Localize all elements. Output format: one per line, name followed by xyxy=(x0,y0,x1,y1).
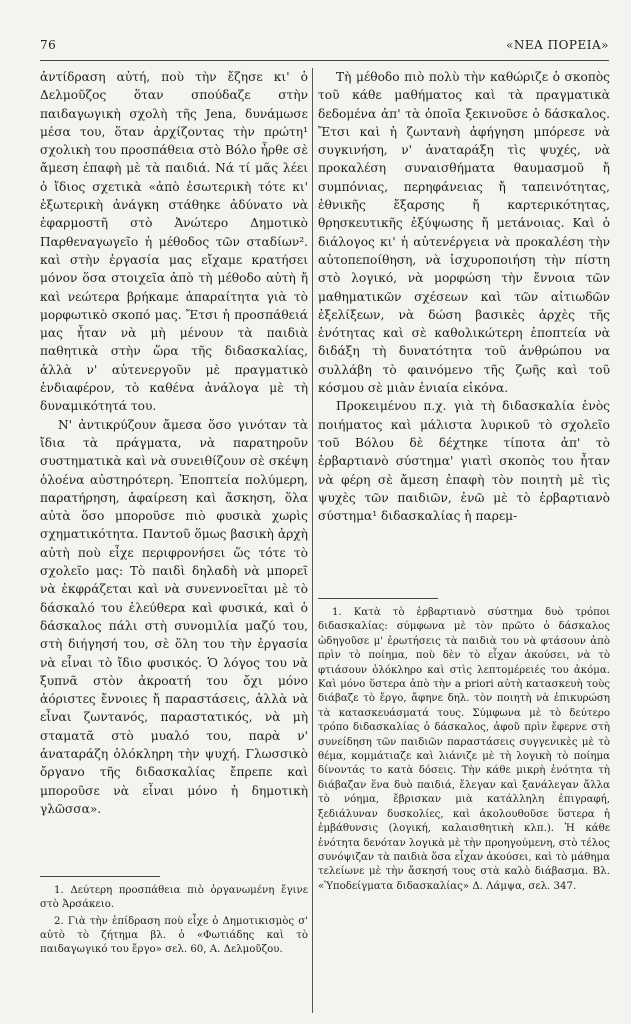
right-paragraph-2: Προκειμένου π.χ. γιὰ τὴ διδασκαλία ἑνὸς ποιήματος καὶ μάλιστα λυρικοῦ τὸ σχολεῖο τοῦ Βόλου δὲ δέχτηκε τίποτα ἀπ' τὸ ἑρβαρτιανὸ σύστημα' γιατὶ σκοπὸς του ἦταν νὰ φέρη σὲ ἄμεση ἐπαφὴ τὸν ποιητὴ μὲ τὶς ψυχὲς τῶν παιδιῶν, ἐνῶ μὲ τὸ ἑρβαρτιανὸ σύστημα¹ διδασκαλίας ἡ παρεμ- xyxy=(318,399,610,524)
left-footnote-1: 1. Δεύτερη προσπάθεια πιὸ ὀργανωμένη ἔγινε στὸ Ἀρσάκειο. xyxy=(40,885,308,910)
page-header xyxy=(40,38,609,60)
right-column xyxy=(318,68,610,525)
left-footnote-2: 2. Γιὰ τὴν ἐπίδραση ποὺ εἶχε ὁ Δημοτικισμὸς σ' αὐτὸ τὸ ζήτημα βλ. ὁ «Φωτιάδης καὶ τὸ παιδαγωγικό του ἔργο» σελ. 60, Α. Δελμοῦζου. xyxy=(40,916,308,955)
column-divider xyxy=(312,68,313,1013)
right-footnotes xyxy=(318,606,610,894)
journal-title: «ΝΕΑ ΠΟΡΕΙΑ» xyxy=(506,38,609,52)
page-number: 76 xyxy=(40,38,57,52)
right-paragraph-1: Τὴ μέθοδο πιὸ πολὺ τὴν καθώριζε ὁ σκοπὸς τοῦ κάθε μαθήματος καὶ τὰ πραγματικὰ δεδομένα ἀπ' τὰ ὁποῖα ξεκινοῦσε ὁ δάσκαλος. Ἔτσι καὶ ἡ ζωντανὴ ἀφήγηση μπόρεσε νὰ συγκινήση, ν' ἀναταράξη τὶς ψυχές, νὰ προκαλέση συναισθήματα θαυμασμοῦ ἤ συμπόνιας, περηφάνειας ἤ ταπεινότητας, ἐθνικῆς ἔξαρσης ἤ καρτερικότητας, θρησκευτικῆς ἐξύψωσης ἤ μετάνοιας. Καὶ ὁ διάλογος κι' ἡ αὐτενέργεια νὰ προκαλέση τὴν αὐτοπεποίθηση, νὰ ἰσχυροποιήση τὴν πίστη στὸ λογικό, νὰ μορφώση τὴν ἔννοια τῶν μαθηματικῶν σχέσεων καὶ τῶν αἰτιωδῶν ἐξελίξεων, νὰ δώση βασικὲς ἀρχὲς τῆς ἑνότητας καὶ σὲ καθολικώτερη ἐποπτεία νὰ διδάξη τὴ δυνατότητα τοῦ ἀνθρώπου να συλλάβη τὸ φαινόμενο τῆς ζωῆς καὶ τοῦ κόσμου σὲ μιὰν ἑνιαία εἰκόνα. xyxy=(318,70,610,396)
left-paragraph-2: Ν' ἀντικρύζουν ἄμεσα ὅσο γινόταν τὰ ἴδια τὰ πράγματα, νὰ παρατηροῦν συστηματικὰ καὶ νὰ συνειθίζουν σὲ σκέψη ὁλοένα αὐστηρότερη. Ἐποπτεία πολύμερη, παρατήρηση, ἀφαίρεση καὶ ἄσκηση, ὅλα αὐτὰ ὅσο μποροῦσε πιὸ φυσικὰ χωρὶς σχηματικότητα. Παντοῦ ὅμως βασικὴ ἀρχὴ αὐτὴ ποὺ εἶχε περιφρονήσει ὥς τότε τὸ σχολεῖο μας: Τὸ παιδὶ δηλαδὴ νὰ μπορεῖ νὰ ἐκφράζεται καὶ νὰ συνεννοεῖται μὲ τὸ δάσκαλό του ἐλεύθερα καὶ φυσικά, καὶ ὁ δάσκαλος πάλι στὴ συνομιλία μαζύ του, στὴ διήγησή του, σὲ ὅλη του τὴν ἐργασία νὰ εἶναι τὸ ἴδιο φυσικός. Ὁ λόγος του νὰ ξυπνᾶ στὸν ἀκροατή του ὄχι μόνο ἀόριστες ἔννοιες ἤ παραστάσεις, ἀλλὰ νὰ εἶναι ζωντανός, παραστατικός, νὰ μὴ σταματᾶ στὸ μυαλό του, παρὰ ν' ἀναταράζη ὁλόκληρη τὴν ψυχή. Γλωσσικὸ ὄργανο τῆς διδασκαλίας ἔπρεπε καὶ μποροῦσε νὰ εἶναι μόνο ἡ δημοτικὴ γλῶσσα». xyxy=(40,417,308,816)
right-footnote-rule xyxy=(318,598,438,599)
left-footnote-rule xyxy=(40,876,160,877)
header-rule xyxy=(40,60,609,61)
left-column xyxy=(40,68,308,818)
left-footnotes xyxy=(40,884,308,960)
right-footnote-1: 1. Κατὰ τὸ ἑρβαρτιανὸ σύστημα δυὸ τρόποι διδασκαλίας: σύμφωνα μὲ τὸν πρῶτο ὁ δάσκαλος ὡδηγοῦσε μ' ἐρωτήσεις τὰ παιδιὰ του νὰ φτάσουν ἀπὸ πρὶν τὸ ποίημα, ποὺ δὲν τὸ εἶχαν ἀκούσει, νὰ τὸ φτιάσουν ὁλόκληρο καὶ στὶς λεπτομέρειές του ἀκόμα. Καὶ μόνο ὕστερα ἀπὸ τὴν a priori αὐτὴ κατασκευὴ τοὺς διάβαζε τὸ ἔργο, ἄφηνε δηλ. τὸν ποιητὴ νὰ ἐπικυρώση τὰ κατασκευάσματά τους. Σύμφωνα μὲ τὸ δεύτερο τρόπο διδασκαλίας ὁ δάσκαλος, ἀφοῦ πρὶν ἔφερνε στὴ συνείδηση τῶν παιδιῶν παραστάσεις συγγενικὲς μὲ τὸ θέμα, κομμάτιαζε καὶ λιάνιζε μὲ τὴ λογικὴ τὸ ποίημα δίνοντάς το κατὰ δόσεις. Τὴν κάθε μικρὴ ἑνότητα τὴ διάβαζαν ἕνα δυὸ παιδιά, ἔλεγαν καὶ ξανάλεγαν ἄλλα τὸ νόημα, ἔβρισκαν μιὰ κατάλληλη ἐπιγραφή, ξεδιάλυναν δυσκολίες, καὶ ἀκολουθοῦσε ὕστερα ἡ ἐμβάθυνσις (λογική, καλαισθητικὴ κλπ.). Ἡ κάθε ἑνότητα δενόταν λογικὰ μὲ τὴν προηγούμενη, στὸ τέλος συνόψιζαν τὰ παιδιὰ ὅσα εἶχαν ἀκούσει, καὶ τὸ μάθημα τελείωνε μὲ τὴν ἄσκησή τους στὰ καλὸ διάβασμα. Βλ. «Ὑποδείγματα διδασκαλίας» Δ. Λάμψα, σελ. 347. xyxy=(318,607,610,892)
left-paragraph-1: ἀντίδραση αὐτή, ποὺ τὴν ἔζησε κι' ὁ Δελμοῦζος ὅταν σπούδαζε στὴν παιδαγωγικὴ σχολὴ τῆς Jena, δυνάμωσε μέσα του, ὅταν ἀρχίζοντας τὴν πρώτη¹ σχολικὴ του προσπάθεια στὸ Βόλο ἦρθε σὲ ἄμεση ἐπαφὴ μὲ τὰ παιδιά. Νά τί μᾶς λέει ὁ ἴδιος σχετικὰ «ἀπὸ ἐσωτερικὴ τότε κι' ἐξωτερικὴ ἀνάγκη στάθηκε ἀδύνατο νὰ ἐφαρμοστῆ στὸ Ἀνώτερο Δημοτικὸ Παρθεναγωγεῖο ἡ μέθοδος τῶν σταδίων². καὶ στὴν ἐργασία μας εἴχαμε κρατήσει μόνον ὅσα στοιχεῖα ἀπὸ τὴ μέθοδο αὐτὴ ἤ καὶ νεώτερα βρήκαμε ἀπαραίτητα γιὰ τὸ μορφωτικὸ σκοπό μας. Ἔτσι ἡ προσπάθειά μας ἦταν νὰ μὴ μένουν τὰ παιδιὰ παθητικὰ στὴν ὥρα τῆς διδασκαλίας, ἀλλὰ ν' αὐτενεργοῦν μὲ πραγματικὸ ἐνδιαφέρον, τὸ καθένα ἀνάλογα μὲ τὴ δυναμικότητά του. xyxy=(40,70,308,414)
